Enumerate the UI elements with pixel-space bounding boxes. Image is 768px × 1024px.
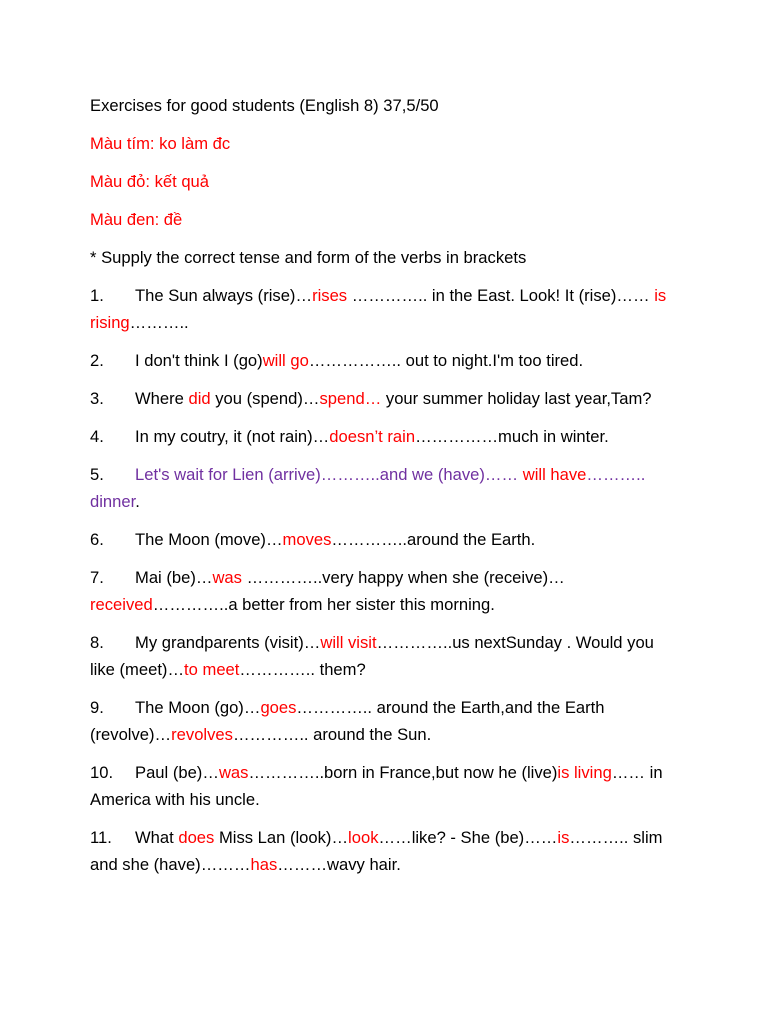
question-text: …………..very happy when she (receive)… xyxy=(241,568,565,587)
question-text: Miss Lan (look)… xyxy=(214,828,349,847)
question-text: ………….. around the Sun. xyxy=(232,725,432,744)
unanswered-text: ……….. dinner xyxy=(90,465,646,511)
document-title: Exercises for good students (English 8) 37,5/50 xyxy=(90,96,439,115)
legend-purple: Màu tím: ko làm đc xyxy=(90,134,231,153)
question-text: your summer holiday last year,Tam? xyxy=(381,389,652,408)
unanswered-text: Let's wait for Lien (arrive)………..and we (have)…… xyxy=(135,465,523,484)
exercise-item xyxy=(90,423,680,450)
answer-text: will have xyxy=(522,465,587,484)
exercise-number: 10. xyxy=(90,763,114,782)
exercise-number: 9. xyxy=(90,698,104,717)
question-text: The Sun always (rise)… xyxy=(135,286,313,305)
answer-text: is xyxy=(557,828,570,847)
exercise-number: 6. xyxy=(90,530,104,549)
answer-text: was xyxy=(218,763,249,782)
exercise-list xyxy=(90,282,680,878)
question-text: you (spend)… xyxy=(210,389,320,408)
exercise-item xyxy=(90,282,680,336)
exercise-number: 3. xyxy=(90,389,104,408)
answer-text: does xyxy=(178,828,215,847)
question-text: ……like? - She (be)…… xyxy=(378,828,558,847)
answer-text: doesn’t rain xyxy=(329,427,416,446)
exercise-number: 5. xyxy=(90,465,104,484)
answer-text: did xyxy=(188,389,211,408)
exercise-item xyxy=(90,759,680,813)
question-text: ………….. around the Earth,and the Earth (revolve)… xyxy=(90,698,605,744)
answer-text: is living xyxy=(557,763,612,782)
answer-text: spend… xyxy=(319,389,382,408)
question-text: …………….. out to night.I'm too tired. xyxy=(308,351,584,370)
exercise-item xyxy=(90,694,680,748)
answer-text: will go xyxy=(262,351,309,370)
answer-text: will visit xyxy=(320,633,377,652)
answer-text: goes xyxy=(260,698,297,717)
exercise-item xyxy=(90,629,680,683)
answer-text: revolves xyxy=(171,725,233,744)
answer-text: was xyxy=(212,568,242,587)
answer-text: has xyxy=(250,855,278,874)
question-text: ………….. in the East. Look! It (rise)…… xyxy=(347,286,655,305)
exercise-item xyxy=(90,347,680,374)
question-text: …… in America with his uncle. xyxy=(90,763,663,809)
instruction: * Supply the correct tense and form of the verbs in brackets xyxy=(90,248,527,267)
question-text: My grandparents (visit)… xyxy=(135,633,321,652)
exercise-number: 7. xyxy=(90,568,104,587)
question-text: …………..a better from her sister this morning. xyxy=(152,595,495,614)
question-text: ………wavy hair. xyxy=(277,855,401,874)
answer-text: received xyxy=(90,595,153,614)
question-text: Where xyxy=(135,389,189,408)
question-text: . xyxy=(135,492,140,511)
answer-text: to meet xyxy=(184,660,240,679)
answer-text: look xyxy=(348,828,379,847)
question-text: In my coutry, it (not rain)… xyxy=(135,427,330,446)
exercise-item xyxy=(90,385,680,412)
question-text: The Moon (move)… xyxy=(135,530,283,549)
question-text: Mai (be)… xyxy=(135,568,213,587)
question-text: ……………much in winter. xyxy=(415,427,609,446)
exercise-item xyxy=(90,564,680,618)
answer-text: moves xyxy=(282,530,332,549)
document-page xyxy=(90,92,680,889)
question-text: What xyxy=(135,828,179,847)
question-text: …………..us nextSunday . Would you like (meet)… xyxy=(90,633,654,679)
question-text: …………..around the Earth. xyxy=(331,530,536,549)
answer-text: rises xyxy=(312,286,348,305)
exercise-number: 8. xyxy=(90,633,104,652)
question-text: The Moon (go)… xyxy=(135,698,261,717)
exercise-number: 4. xyxy=(90,427,104,446)
legend-black: Màu đen: đề xyxy=(90,210,183,229)
question-text: …………..born in France,but now he (live) xyxy=(248,763,558,782)
exercise-item xyxy=(90,824,680,878)
exercise-number: 11. xyxy=(90,828,112,847)
exercise-number: 2. xyxy=(90,351,104,370)
legend-red: Màu đỏ: kết quả xyxy=(90,172,210,191)
answer-text: is rising xyxy=(90,286,667,332)
exercise-number: 1. xyxy=(90,286,104,305)
question-text: ……….. slim and she (have)……… xyxy=(90,828,663,874)
question-text: ………….. them? xyxy=(239,660,366,679)
exercise-item xyxy=(90,526,680,553)
question-text: Paul (be)… xyxy=(135,763,219,782)
question-text: I don't think I (go) xyxy=(135,351,263,370)
question-text: ……….. xyxy=(129,313,189,332)
exercise-item xyxy=(90,461,680,515)
